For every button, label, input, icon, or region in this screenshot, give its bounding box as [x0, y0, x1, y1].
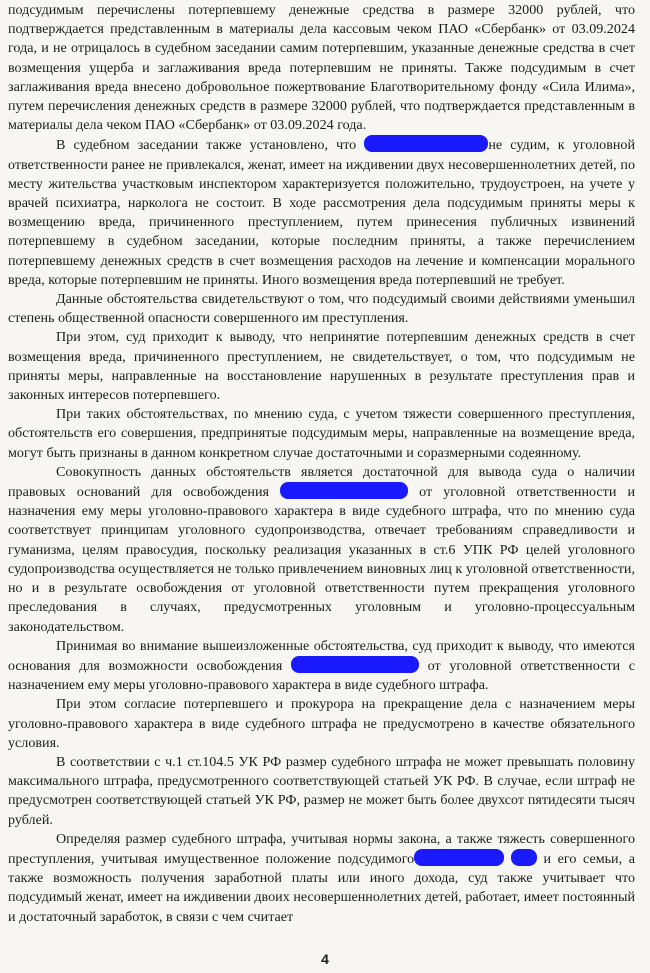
- paragraph-text: При этом согласие потерпевшего и прокурора на прекращение дела с назначением меры уголовно-правового характера в виде судебного штрафа не предусмотрено в качестве обязательного условия.: [8, 696, 635, 751]
- paragraph-text: Совокупность данных обстоятельств является достаточной для вывода суда о наличии правовых оснований для освобождения: [8, 463, 635, 501]
- paragraph-text: В соответствии с ч.1 ст.104.5 УК РФ размер судебного штрафа не может превышать половину максимального штрафа, предусмотренного соответствующей статьей УК РФ. В случае, если штраф не предусмотрен соответствующей статьей УК РФ, размер не может быть более двухсот пятидесяти тысяч рублей.: [8, 753, 635, 828]
- redacted-name: [364, 135, 488, 152]
- document-body: [8, 0, 635, 927]
- paragraph-circumstances: [8, 290, 635, 328]
- paragraph-court-conclusion: [8, 328, 635, 405]
- paragraph-text: не судим, к уголовной ответственности ранее не привлекался, женат, имеет на иждивении двух несовершеннолетних детей, по месту жительства участковым инспектором характеризуется положительно, трудоустроен, на учете у врачей психиатра, нарколога не состоит. В ходе рассмотрения дела подсудимым приняты меры к возмещению вреда, причиненного преступлением, путем принесения публичных извинений потерпевшему в судебном заседании, которые последним приняты, а также перечислением потерпевшему денежных средств в счет возмещения расходов на лечение и компенсации морального вреда, которые потерпевшим не приняты. Иного возмещения вреда потерпевший не требует.: [8, 137, 635, 288]
- paragraph-text: При таких обстоятельствах, по мнению суда, с учетом тяжести совершенного преступления, обстоятельств его совершения, предпринятые подсудимым меры, направленные на возмещение вреда, могут быть признаны в данном конкретном случае достаточными и соразмерными содеянному.: [8, 406, 635, 461]
- paragraph-sufficiency: [8, 405, 635, 463]
- paragraph-text: Определяя размер судебного штрафа, учитывая нормы закона, а также тяжесть совершенного преступления, учитывая имущественное положение подсудимого: [8, 830, 635, 867]
- paragraph-text: и его семьи, а также возможность получения заработной платы или иного дохода, суд также учитывает что подсудимый женат, имеет на иждивении двоих несовершеннолетних детей, работает, имеет постоянный и достаточный заработок, в связи с чем считает: [8, 850, 635, 925]
- paragraph-text: подсудимым перечислены потерпевшему денежные средства в размере 32000 рублей, что подтверждается представленным в материалы дела кассовым чеком ПАО «Сбербанк» от 03.09.2024 года, и не отрицалось в судебном заседании самим потерпевшим, указанные денежные средства в счет возмещения ущерба и заглаживания вреда потерпевшим не приняты. Также подсудимым в счет заглаживания вреда внесено добровольное пожертвование Благотворительному фонду «Сила Илима», путем перечисления денежных средств в размере 32000 рублей, что подтверждается представленным в материалы дела чеком ПАО «Сбербанк» от 03.09.2024 года.: [8, 2, 635, 134]
- redacted-name: [280, 482, 408, 499]
- paragraph-text: Принимая во внимание вышеизложенные обстоятельства, суд приходит к выводу, что имеются основания для возможности освобождения: [8, 637, 635, 674]
- paragraph-consent: [8, 695, 635, 753]
- paragraph-text: Данные обстоятельства свидетельствуют о том, что подсудимый своими действиями уменьшил степень общественной опасности совершенного им преступления.: [8, 291, 635, 327]
- redacted-name: [291, 656, 419, 673]
- paragraph-fine-limit: [8, 753, 635, 830]
- paragraph-text: от уголовной ответственности с назначением ему меры уголовно-правового характера в виде судебного штрафа.: [8, 657, 635, 694]
- paragraph-defendant-character: [8, 135, 635, 290]
- paragraph-payment-details: [8, 1, 635, 135]
- paragraph-text: В судебном заседании также установлено, что: [56, 137, 357, 154]
- page-number: 4: [321, 951, 329, 967]
- redacted-name: [511, 849, 537, 866]
- paragraph-fine-amount: [8, 830, 635, 927]
- paragraph-text: При этом, суд приходит к выводу, что непринятие потерпевшим денежных средств в счет возмещения вреда, причиненного преступлением, не свидетельствует, о том, что подсудимым не приняты меры, направленные на восстановление нарушенных в результате преступления прав и законных интересов потерпевшего.: [8, 329, 635, 404]
- paragraph-text: от уголовной ответственности и назначения ему меры уголовно-правового характера в виде судебного штрафа, что по мнению суда соответствует принципам уголовного судопроизводства, отвечает требованиям справедливости и гуманизма, целям правосудия, поскольку реализация указанных в ст.6 УПК РФ целей уголовного судопроизводства осуществляется не только привлечением виновных лиц к уголовной ответственности, но и в результате освобождения от уголовной ответственности путем прекращения уголовного преследования в случаях, предусмотренных уголовным и уголовно-процессуальным законодательством.: [8, 484, 635, 635]
- paragraph-release-grounds: [8, 637, 635, 696]
- redacted-name: [414, 849, 504, 866]
- paragraph-legal-grounds: [8, 463, 635, 637]
